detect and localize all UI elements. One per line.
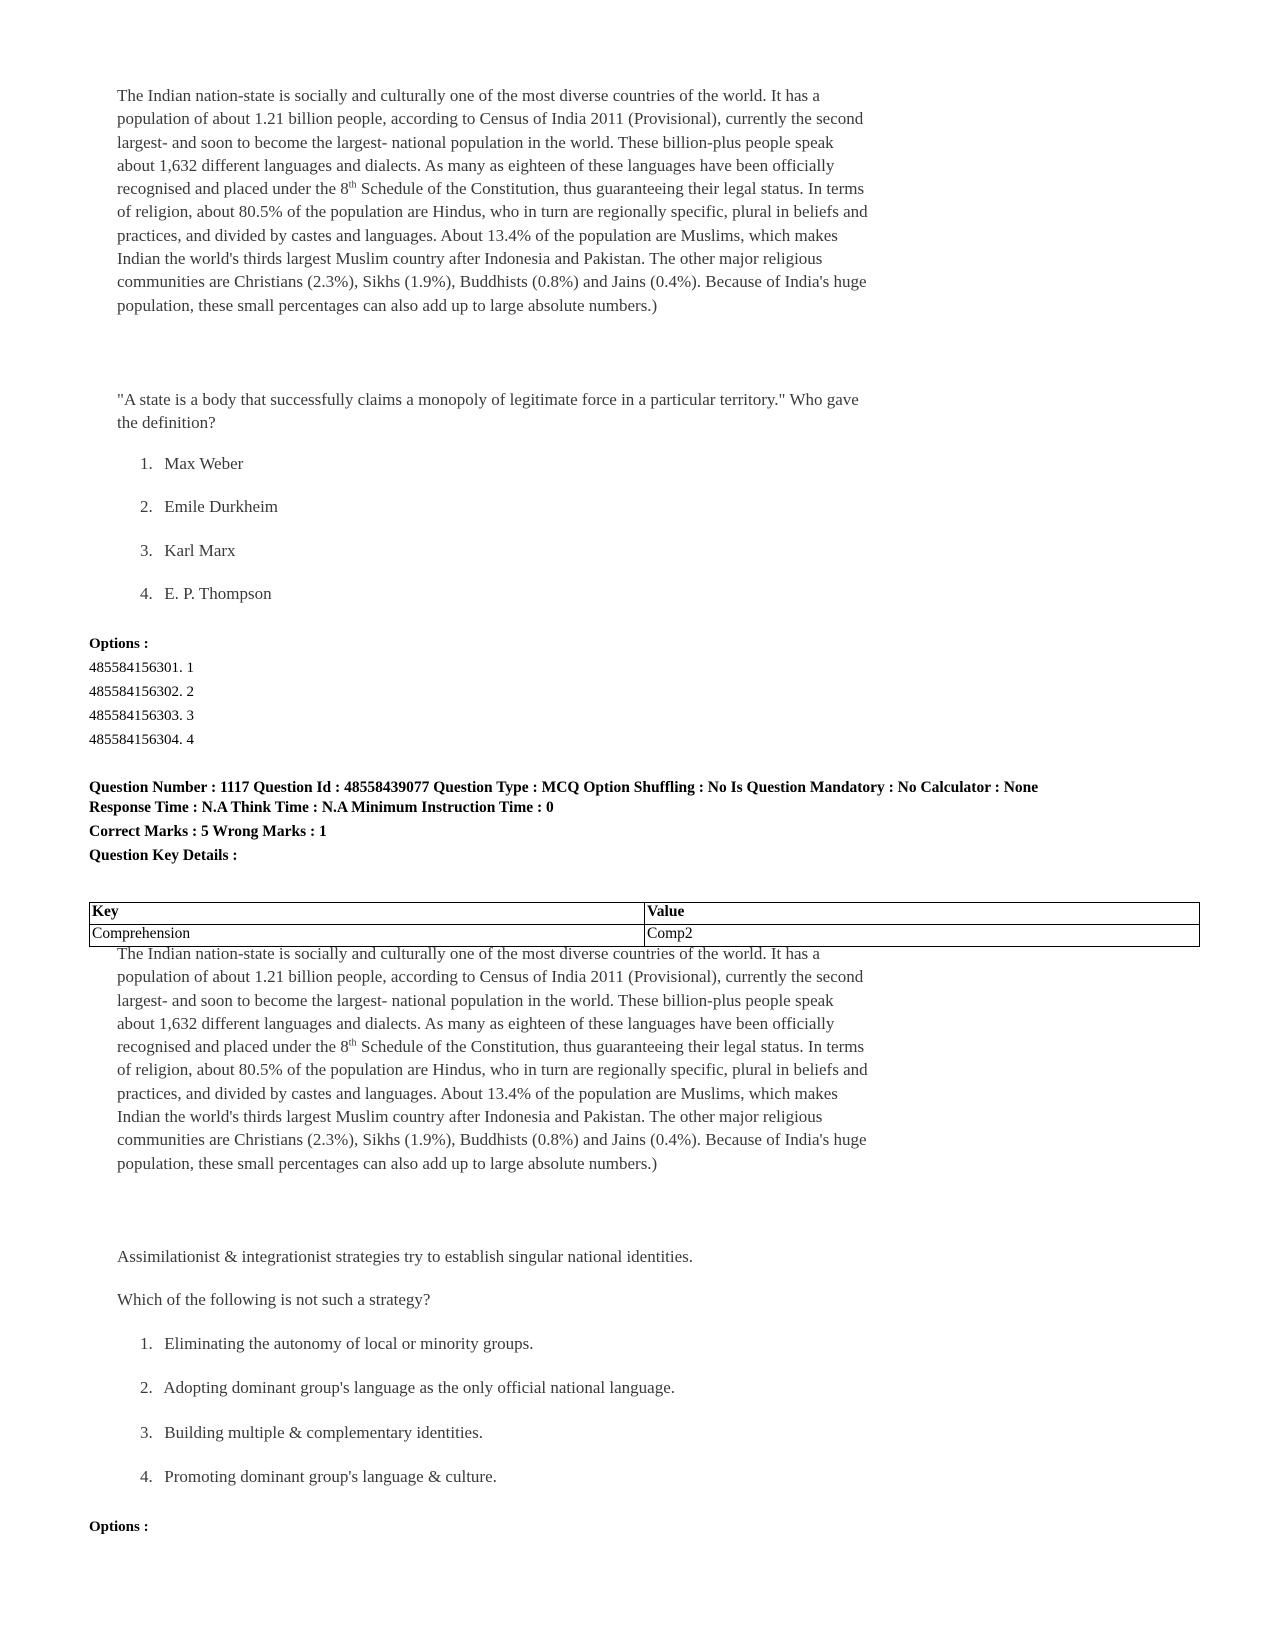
options-block-1 <box>89 632 194 752</box>
choice-number: 1. <box>140 1334 153 1353</box>
passage-line: population of about 1.21 billion people, according to Census of India 2011 (Provisional), currently the second <box>117 967 864 987</box>
passage-line: The Indian nation-state is socially and culturally one of the most diverse countries of the world. It has a <box>117 86 820 105</box>
superscript: th <box>348 1037 357 1049</box>
passage-line: about 1,632 different languages and dialects. As many as eighteen of these languages have been officially <box>117 155 835 175</box>
choice-text: Emile Durkheim <box>164 497 279 517</box>
passage-text: recognised and placed under the 8 <box>117 1037 349 1057</box>
choice-text: Max Weber <box>164 454 244 473</box>
choice-text: Eliminating the autonomy of local or minority groups. <box>164 1334 534 1353</box>
passage-line: population, these small percentages can also add up to large absolute numbers.) <box>117 1153 658 1173</box>
passage-line: of religion, about 80.5% of the population are Hindus, who in turn are regionally specific, plural in beliefs and <box>117 1060 868 1080</box>
options-heading: Options : <box>89 636 149 652</box>
passage-line: population of about 1.21 billion people, according to Census of India 2011 (Provisional), currently the second <box>117 109 864 129</box>
passage-line: The Indian nation-state is socially and culturally one of the most diverse countries of the world. It has a <box>117 944 820 963</box>
choice-item <box>140 1332 675 1355</box>
choice-text: Adopting dominant group's language as the only official national language. <box>163 1378 675 1398</box>
passage-line: Indian the world's thirds largest Muslim country after Indonesia and Pakistan. The other major religious <box>117 1107 823 1127</box>
passage-text: Schedule of the Constitution, thus guaranteeing their legal status. In terms <box>356 179 865 199</box>
question-1-stem <box>117 388 1017 435</box>
option-id-item: 485584156303. 3 <box>89 708 194 724</box>
passage-line: Indian the world's thirds largest Muslim country after Indonesia and Pakistan. The other major religious <box>117 249 823 269</box>
passage-1 <box>117 84 1017 317</box>
passage-line: practices, and divided by castes and languages. About 13.4% of the population are Muslims, which makes <box>117 1083 838 1103</box>
passage-line <box>117 1035 1017 1058</box>
passage-line: largest- and soon to become the largest- national population in the world. These billion-plus people speak <box>117 990 834 1010</box>
choice-item <box>140 1376 675 1399</box>
passage-line: population, these small percentages can also add up to large absolute numbers.) <box>117 295 658 315</box>
superscript: th <box>348 179 357 191</box>
passage-line: about 1,632 different languages and dialects. As many as eighteen of these languages have been officially <box>117 1013 835 1033</box>
passage-line: largest- and soon to become the largest- national population in the world. These billion-plus people speak <box>117 132 834 152</box>
metadata-line: Question Number : 1117 Question Id : 48558439077 Question Type : MCQ Option Shuffling : No Is Question Mandatory : No Calculator : None <box>89 779 1039 796</box>
choice-number: 3. <box>140 540 153 560</box>
table-header-value: Value <box>645 903 1200 925</box>
table-header-key: Key <box>90 903 645 925</box>
choice-item <box>140 1421 675 1444</box>
choice-number: 2. <box>140 1378 153 1398</box>
question-2-choices <box>140 1332 675 1488</box>
choice-item <box>140 539 278 562</box>
table-header-row <box>90 903 1200 925</box>
question-line: Assimilationist & integrationist strategies try to establish singular national identities. <box>117 1247 694 1266</box>
metadata-line: Response Time : N.A Think Time : N.A Minimum Instruction Time : 0 <box>89 799 554 816</box>
choice-text: Promoting dominant group's language & culture. <box>164 1466 497 1486</box>
key-value-table <box>89 902 1200 947</box>
choice-number: 4. <box>140 1466 153 1486</box>
choice-number: 3. <box>140 1422 153 1442</box>
choice-item <box>140 495 278 518</box>
question-1-choices <box>140 452 278 605</box>
choice-number: 1. <box>140 454 153 473</box>
passage-text: recognised and placed under the 8 <box>117 179 349 199</box>
marks-line: Correct Marks : 5 Wrong Marks : 1 <box>89 823 327 840</box>
choice-text: Building multiple & complementary identities. <box>164 1422 483 1442</box>
choice-item <box>140 1465 675 1488</box>
question-metadata <box>89 778 1199 818</box>
question-2-stem <box>117 1245 1017 1312</box>
key-details-heading: Question Key Details : <box>89 847 238 864</box>
passage-line: communities are Christians (2.3%), Sikhs (1.9%), Buddhists (0.8%) and Jains (0.4%). Because of India's huge <box>117 272 867 292</box>
passage-text: Schedule of the Constitution, thus guaranteeing their legal status. In terms <box>356 1037 865 1057</box>
choice-number: 2. <box>140 497 153 517</box>
choice-text: Karl Marx <box>164 540 236 560</box>
choice-text: E. P. Thompson <box>164 583 272 603</box>
option-id-item: 485584156301. 1 <box>89 660 194 676</box>
question-line: Which of the following is not such a strategy? <box>117 1290 431 1310</box>
question-line: the definition? <box>117 413 216 433</box>
choice-item <box>140 582 278 605</box>
question-line: "A state is a body that successfully claims a monopoly of legitimate force in a particular territory." Who gave <box>117 390 859 409</box>
passage-2 <box>117 942 1017 1175</box>
passage-line: communities are Christians (2.3%), Sikhs (1.9%), Buddhists (0.8%) and Jains (0.4%). Because of India's huge <box>117 1130 867 1150</box>
passage-line: of religion, about 80.5% of the population are Hindus, who in turn are regionally specific, plural in beliefs and <box>117 202 868 222</box>
option-id-item: 485584156304. 4 <box>89 732 194 748</box>
choice-number: 4. <box>140 583 153 603</box>
table-cell-value: Comp2 <box>645 925 1200 947</box>
options-heading: Options : <box>89 1519 149 1535</box>
table-cell-key: Comprehension <box>90 925 645 947</box>
option-id-item: 485584156302. 2 <box>89 684 194 700</box>
passage-line: practices, and divided by castes and languages. About 13.4% of the population are Muslims, which makes <box>117 225 838 245</box>
choice-item <box>140 452 278 475</box>
passage-line <box>117 177 1017 200</box>
